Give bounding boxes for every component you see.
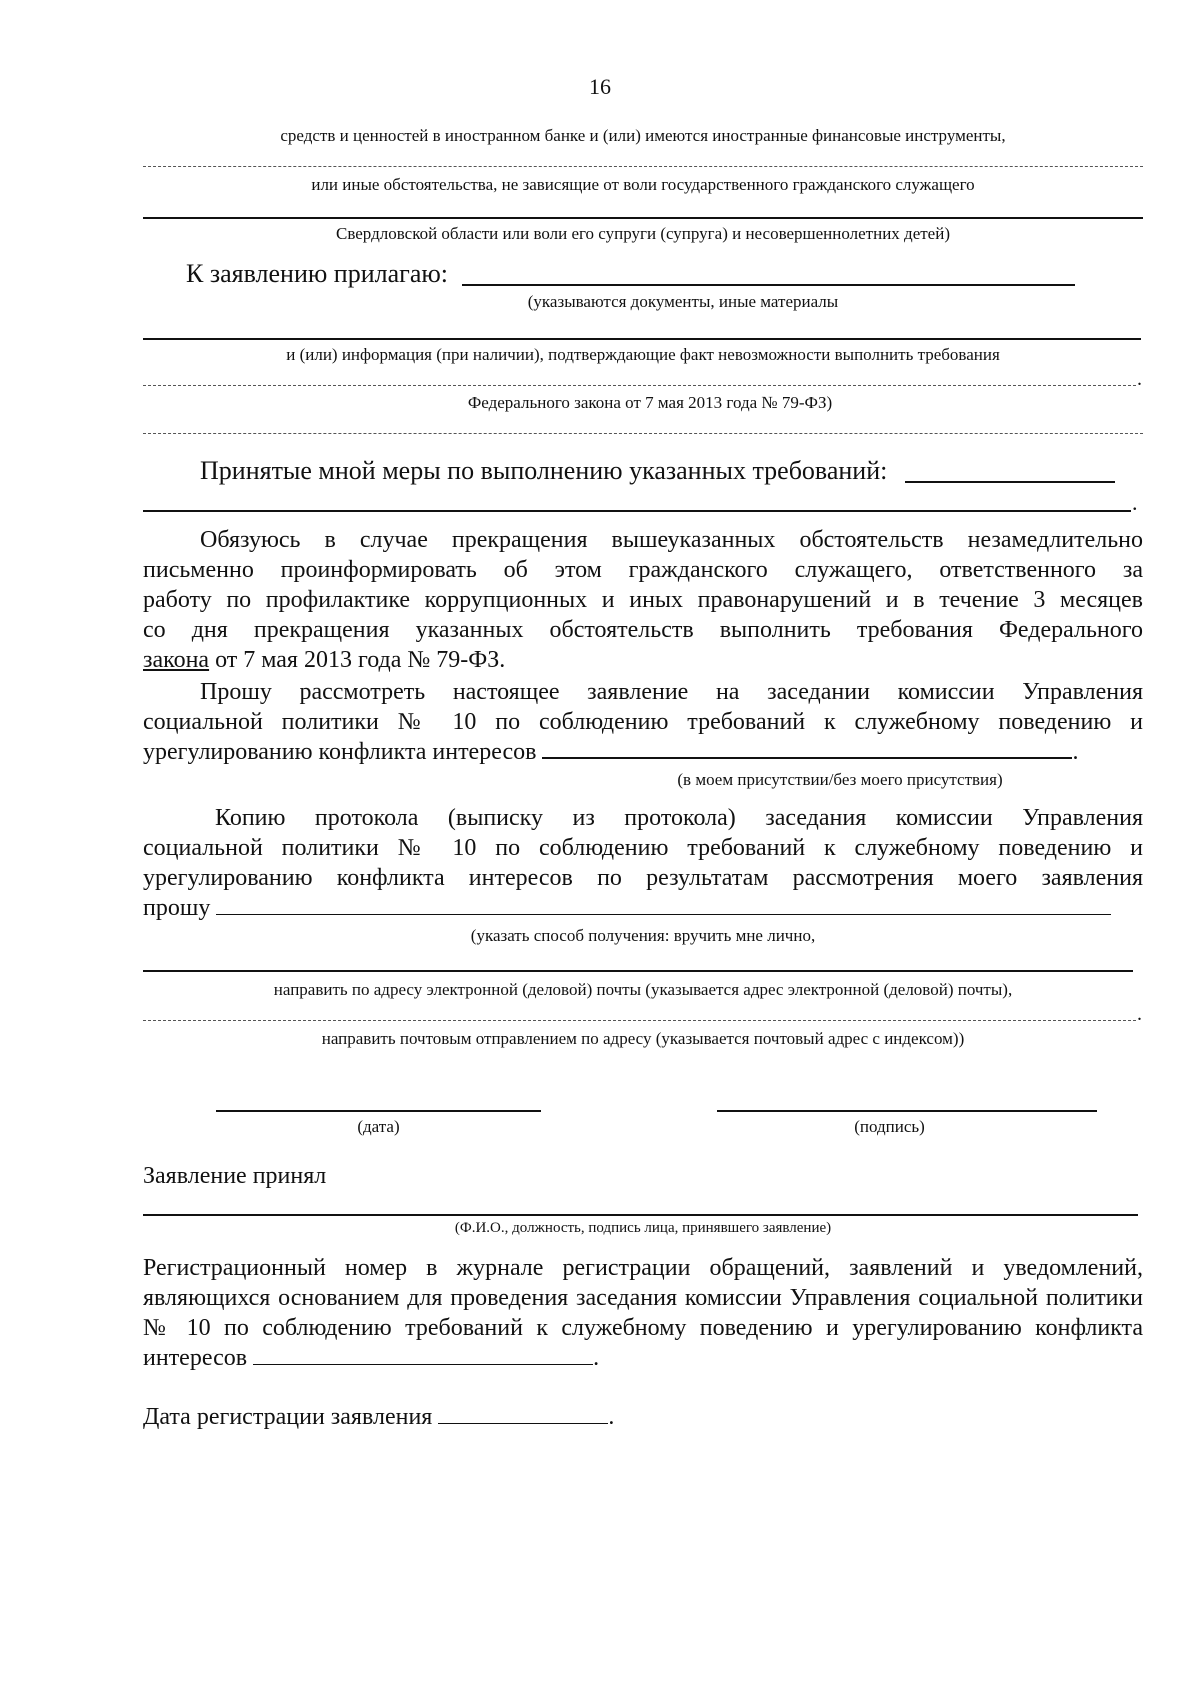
dashed-rule [143,385,1136,386]
delivery-hint-1: (указать способ получения: вручить мне лично, [470,926,816,945]
dashed-rule [143,1020,1136,1021]
caption-line-2: или иные обстоятельства, не зависящие от воли государственного гражданского служащего [311,175,975,194]
attachments-label: К заявлению прилагаю: [186,259,449,288]
obligation-line-2: письменно проинформировать об этом гражданского служащего, ответственного за [143,557,1143,583]
delivery-hint-3: направить почтовым отправлением по адресу (указывается почтовый адрес с индексом)) [321,1029,965,1048]
solid-rule [143,970,1133,972]
signature-line [717,1110,1097,1112]
dashed-rule [143,166,1143,167]
obligation-line-1: Обязуюсь в случае прекращения вышеуказанных обстоятельств незамедлительно [200,527,1143,553]
attachments-fill-line [462,284,1075,286]
registration-date-fill-line [438,1403,608,1424]
registration-paragraph [143,1253,1143,1373]
registration-number-fill-line [253,1344,593,1365]
obligation-line-5: закона от 7 мая 2013 года № 79-ФЗ. [143,647,506,673]
registration-line-1: Регистрационный номер в журнале регистрации обращений, заявлений и уведомлений, [143,1255,1143,1281]
delivery-hint-2: направить по адресу электронной (деловой) почты (указывается адрес электронной (деловой) почты), [273,980,1013,999]
copy-line-3: урегулированию конфликта интересов по результатам рассмотрения моего заявления [143,865,1143,891]
registration-line-2: являющихся основанием для проведения заседания комиссии Управления социальной политики [143,1285,1143,1311]
request-line-3: урегулированию конфликта интересов . [143,739,1079,765]
obligation-line-3: работу по профилактике коррупционных и иных правонарушений и в течение 3 месяцев [143,587,1143,613]
page-number: 16 [589,74,611,99]
request-line-1: Прошу рассмотреть настоящее заявление на заседании комиссии Управления [200,679,1143,705]
signature-caption: (подпись) [854,1117,925,1136]
registration-date-label: Дата регистрации заявления [143,1404,433,1430]
delivery-fill-line [216,894,1111,915]
period: . [1137,1003,1142,1025]
solid-rule [143,217,1143,219]
attachments-hint-2: и (или) информация (при наличии), подтверждающие факт невозможности выполнить требования [286,345,1000,364]
measures-fill-line-2 [143,510,1131,512]
registration-line-3: № 10 по соблюдению требований к служебному поведению и урегулированию конфликта [143,1315,1143,1341]
copy-line-1: Копию протокола (выписку из протокола) заседания комиссии Управления [215,805,1143,831]
attachments-hint: (указываются документы, иные материалы [527,292,839,311]
received-label: Заявление принял [143,1163,327,1189]
caption-line-3: Свердловской области или воли его супруги (супруга) и несовершеннолетних детей) [336,224,950,243]
dashed-rule [143,433,1143,434]
attachments-hint-3: Федерального закона от 7 мая 2013 года № 79-ФЗ) [467,393,833,412]
registration-date: Дата регистрации заявления . [143,1404,615,1430]
request-paragraph [143,677,1143,767]
period: . [1137,368,1142,390]
period: . [1132,490,1138,515]
presence-fill-line [542,737,1072,759]
registration-line-4: интересов . [143,1345,600,1371]
received-caption: (Ф.И.О., должность, подпись лица, принявшего заявление) [454,1220,832,1236]
law-link[interactable]: закона [143,647,210,673]
obligation-line-4: со дня прекращения указанных обстоятельств выполнить требования Федерального [143,617,1143,643]
copy-line-2: социальной политики № 10 по соблюдению требований к служебному поведению и [143,835,1143,861]
request-line-2: социальной политики № 10 по соблюдению требований к служебному поведению и [143,709,1143,735]
received-fill-line [143,1214,1138,1216]
obligation-paragraph [143,525,1143,675]
measures-fill-line [905,481,1115,483]
date-line [216,1110,541,1112]
measures-label: Принятые мной меры по выполнению указанных требований: [200,456,888,485]
presence-hint: (в моем присутствии/без моего присутствия) [677,770,1003,789]
caption-line-1: средств и ценностей в иностранном банке и (или) имеются иностранные финансовые инструменты, [280,126,1006,145]
copy-line-4: прошу [143,893,1143,923]
copy-paragraph [143,803,1143,923]
solid-rule [143,338,1141,340]
date-caption: (дата) [357,1117,400,1136]
